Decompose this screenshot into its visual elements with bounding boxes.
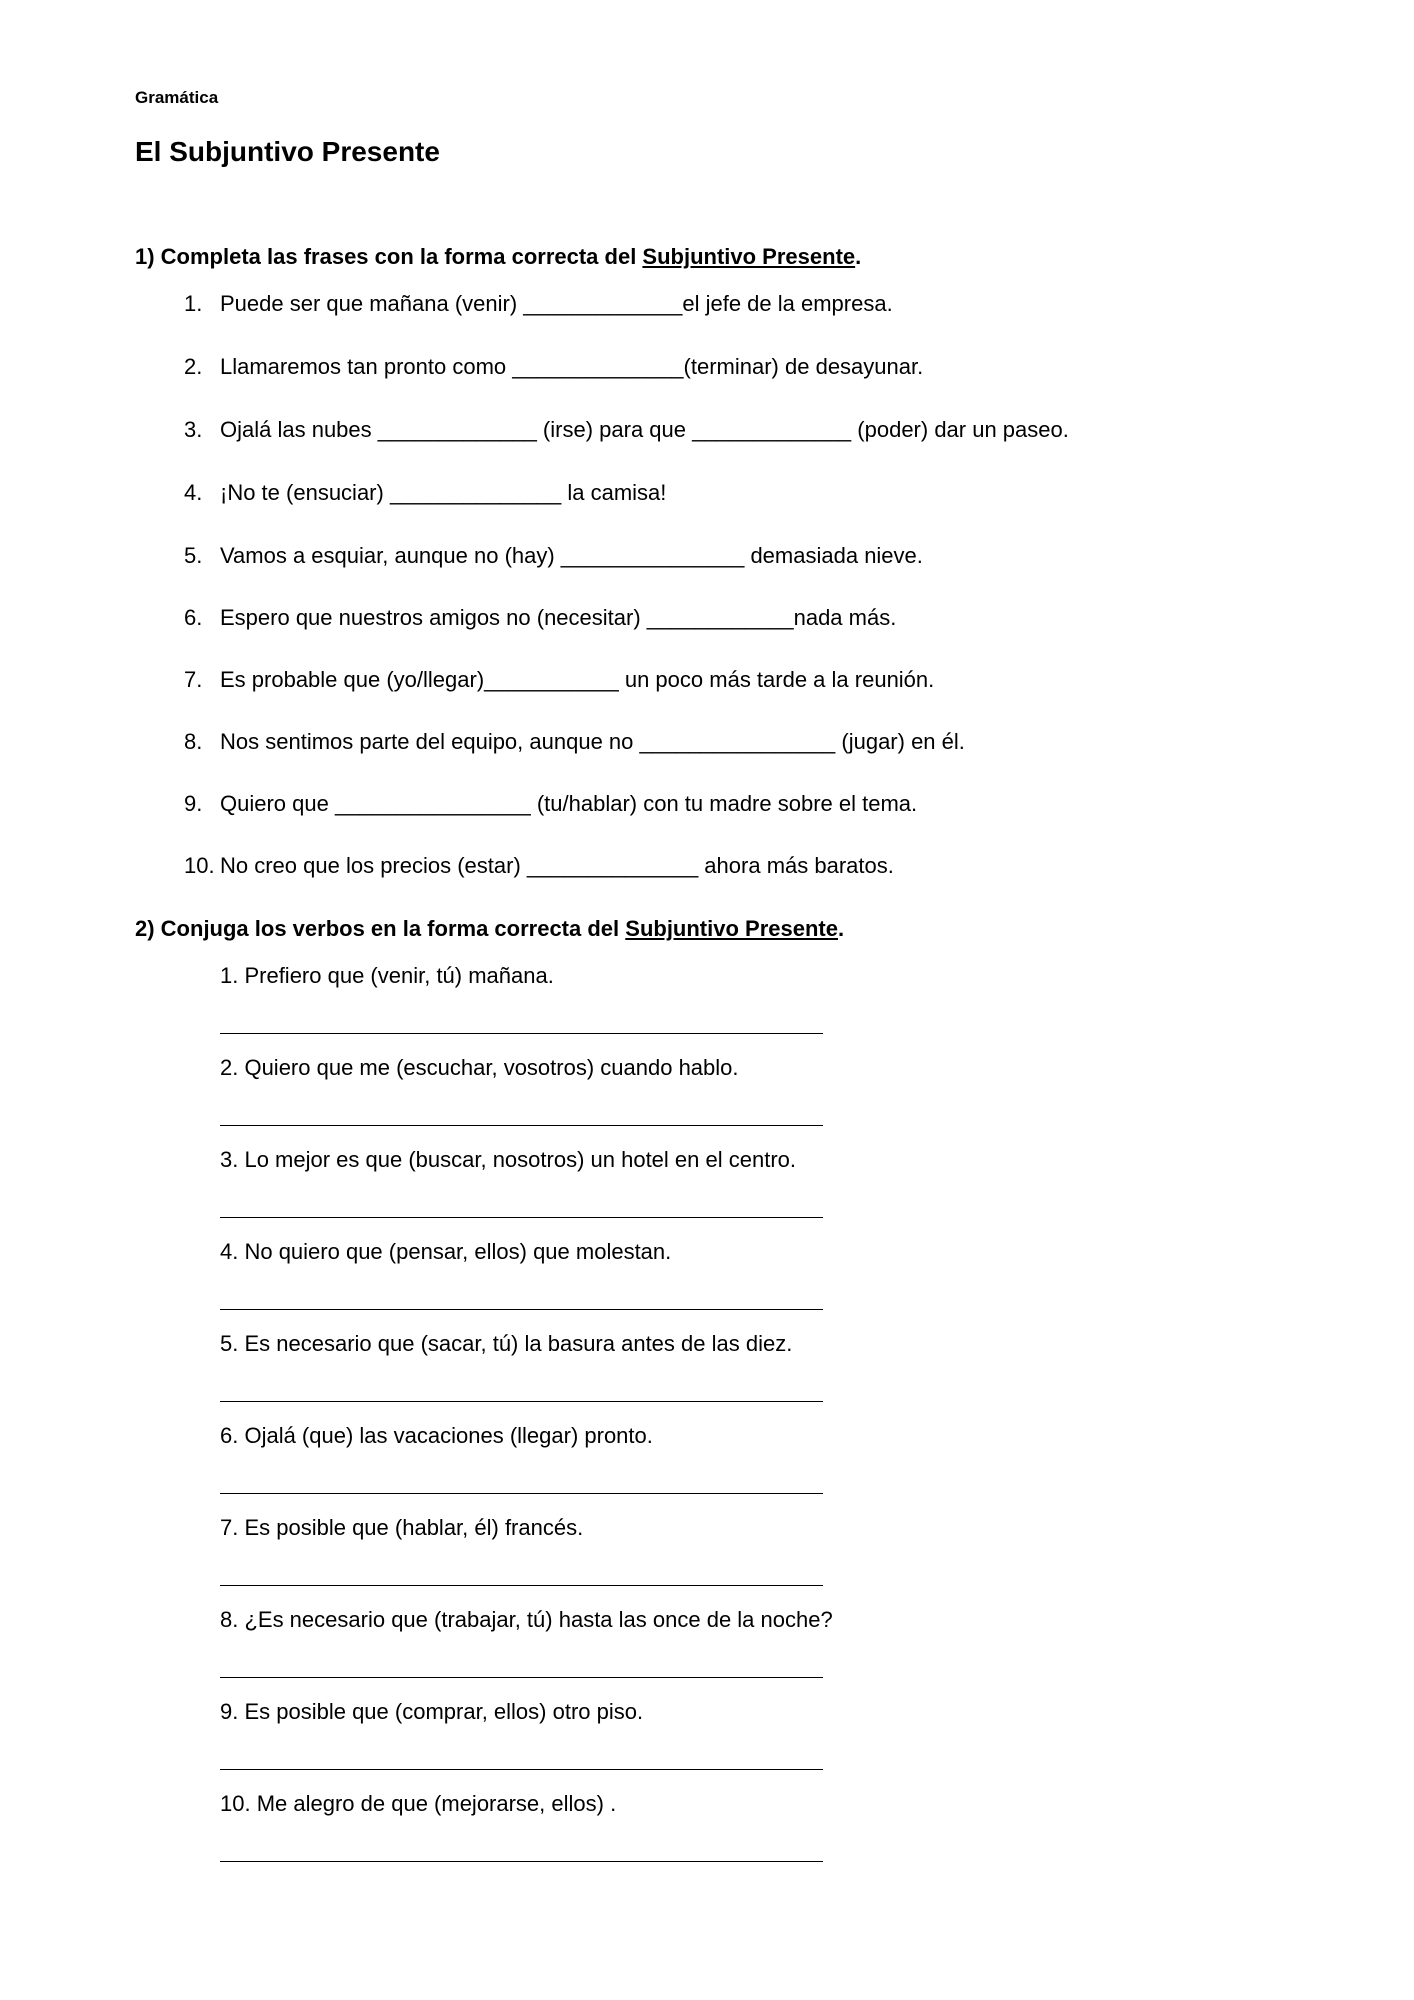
page-title: El Subjuntivo Presente — [135, 136, 440, 167]
answer-line[interactable] — [220, 1125, 823, 1126]
list-item: 5. Es necesario que (sacar, tú) la basura antes de las diez. — [220, 1331, 793, 1356]
answer-line[interactable] — [220, 1769, 823, 1770]
subject-tag: Gramática — [135, 88, 219, 107]
answer-line[interactable] — [220, 1585, 823, 1586]
list-item: 8. ¿Es necesario que (trabajar, tú) hasta las once de la noche? — [220, 1607, 833, 1632]
list-item: 4. No quiero que (pensar, ellos) que molestan. — [220, 1239, 672, 1264]
list-item: 6. Ojalá (que) las vacaciones (llegar) pronto. — [220, 1423, 653, 1448]
answer-line[interactable] — [220, 1401, 823, 1402]
list-item: 3. Lo mejor es que (buscar, nosotros) un hotel en el centro. — [220, 1147, 796, 1172]
section-1-heading: 1) Completa las frases con la forma correcta del Subjuntivo Presente. — [135, 244, 862, 269]
list-item: 2. Quiero que me (escuchar, vosotros) cuando hablo. — [220, 1055, 739, 1080]
section-2-emphasis: Subjuntivo Presente — [625, 916, 838, 941]
answer-line[interactable] — [220, 1861, 823, 1862]
worksheet-page: Gramática El Subjuntivo Presente 1) Completa las frases con la forma correcta del Subjuntivo Presente. 1. Puede ser que mañana (venir) _____________el jefe de la empresa. 2. Llamaremos tan pronto como ______________(terminar) de desayunar. 3. Ojalá las nubes _____________ (irse) para que _____________ (poder) dar un paseo. 4. ¡No te (ensuciar) ______________ la camisa! 5. Vamos a esquiar, aunque no (hay) _______________ demasiada nieve. 6. Espero que nuestros amigos no (necesitar) ____________nada más. 7. Es probable que (yo/llegar)___________ un poco más tarde a la reunión. 8. Nos sentimos parte del equipo, aunque no ________________ (jugar) en él. 9. Quiero que ________________ (tu/hablar) con tu madre sobre el tema. 10. No creo que los precios (estar) ______________ ahora más baratos. 2) Conjuga los verbos en la forma correcta del Subjuntivo Presente. 1. Prefiero que (venir, tú) mañana. 2. Quiero que me (escuchar, vosotros) cuando hablo. 3. Lo mejor es que (buscar, nosotros) un hotel en el centro. 4. No quiero que (pensar, ellos) que molestan. 5. Es necesario que (sacar, tú) la basura antes de las diez. 6. Ojalá (que) las vacaciones (llegar) pronto. 7. Es posible que (hablar, él) francés. 8. ¿Es necesario que (trabajar, tú) hasta las once de la noche? 9. Es posible que (comprar, ellos) otro piso. 10. Me alegro de que (mejorarse, ellos) . — [0, 0, 1414, 2000]
answer-line[interactable] — [220, 1309, 823, 1310]
section-1-emphasis: Subjuntivo Presente — [642, 244, 856, 269]
list-item: 9. Es posible que (comprar, ellos) otro piso. — [220, 1699, 644, 1724]
answer-line[interactable] — [220, 1493, 823, 1494]
answer-line[interactable] — [220, 1677, 823, 1678]
list-item: 1. Prefiero que (venir, tú) mañana. — [220, 963, 554, 988]
list-item: 10. Me alegro de que (mejorarse, ellos) . — [220, 1791, 617, 1816]
list-item: 7. Es posible que (hablar, él) francés. — [220, 1515, 584, 1540]
answer-line[interactable] — [220, 1033, 823, 1034]
section-2-heading: 2) Conjuga los verbos en la forma correcta del Subjuntivo Presente. — [135, 916, 845, 941]
answer-line[interactable] — [220, 1217, 823, 1218]
